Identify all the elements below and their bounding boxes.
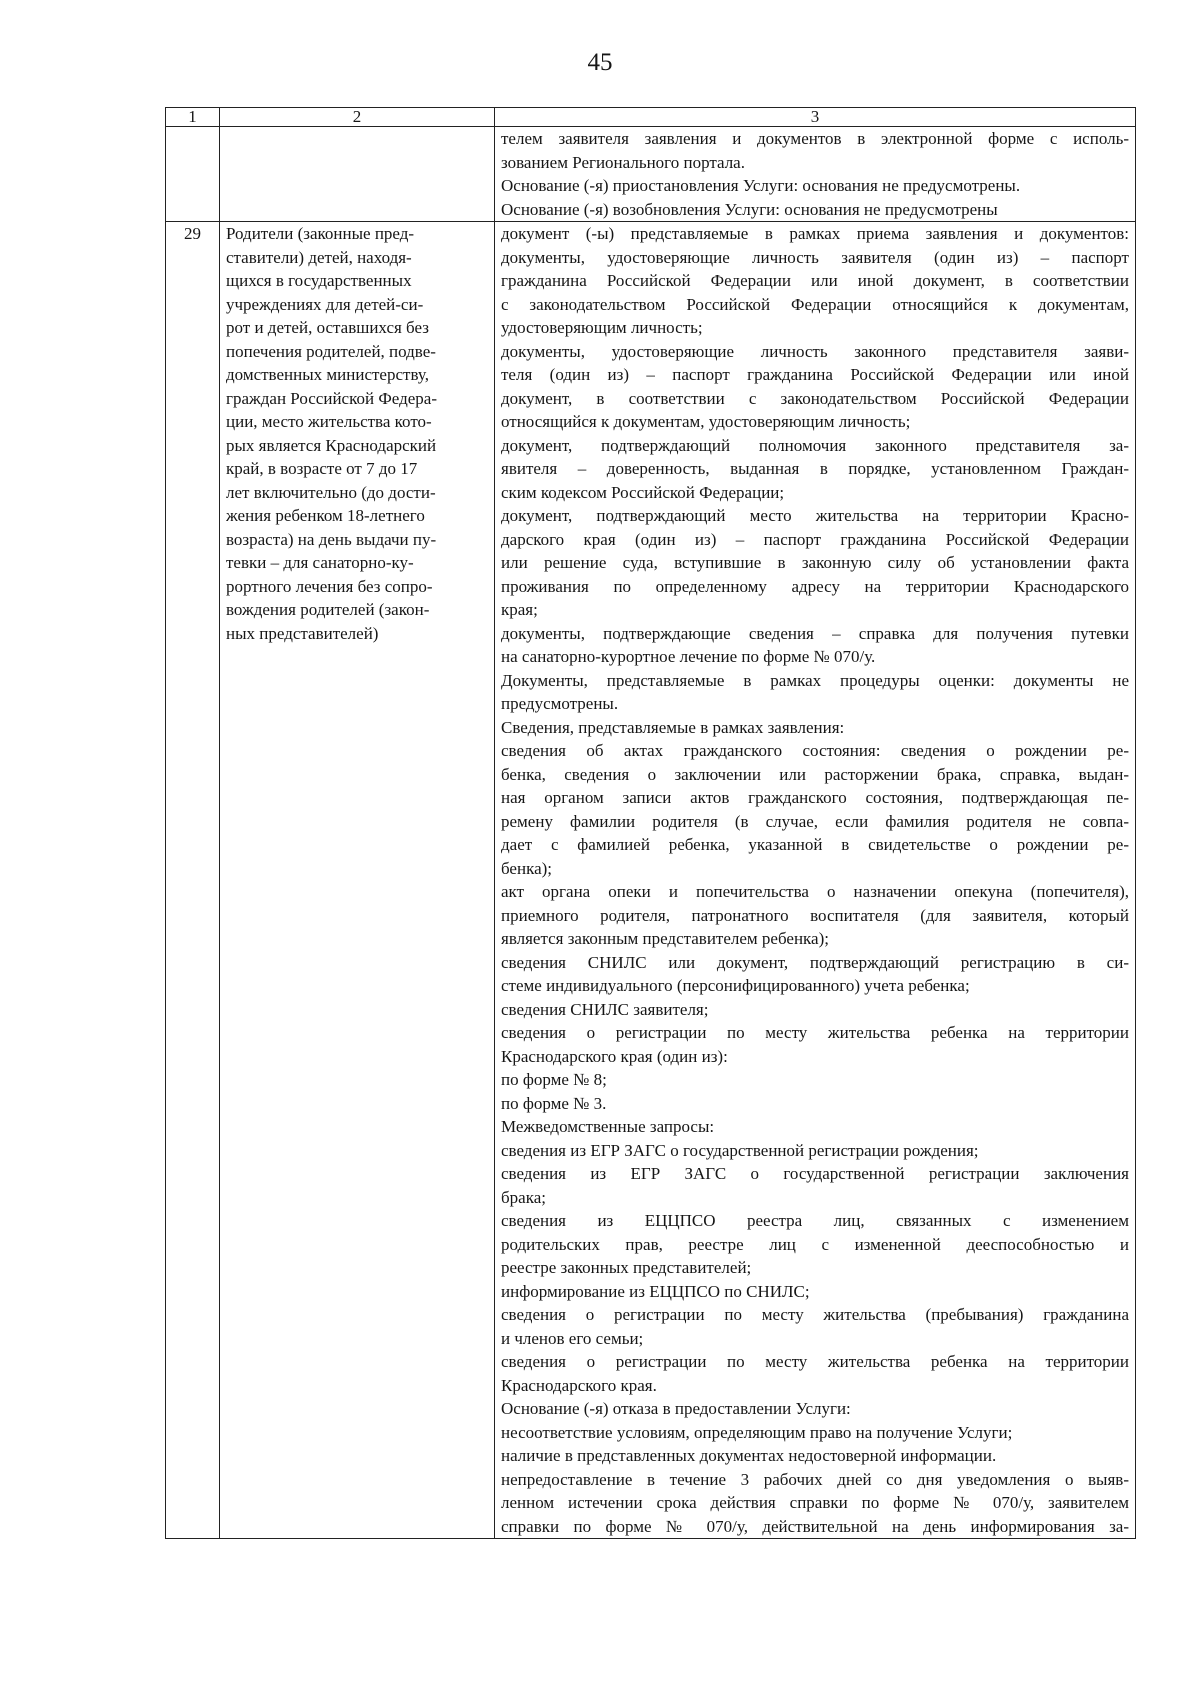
document-text-line: документы, подтверждающие сведения – справка для получения путевки xyxy=(501,623,1129,643)
document-text-line: с законодательством Российской Федерации относящийся к документам, xyxy=(501,294,1129,314)
document-text-line: справки по форме № 070/у, действительной на день информирования за- xyxy=(501,1516,1129,1536)
document-text-line: сведения о регистрации по месту жительства ребенка на территории xyxy=(501,1352,1129,1371)
applicant-text-line: Родители (законные пред- xyxy=(226,224,415,243)
document-text-line: родительских прав, реестре лиц с измененной дееспособностью и xyxy=(501,1234,1129,1254)
document-text-line: Краснодарского края. xyxy=(501,1375,657,1395)
applicant-text-line: вождения родителей (закон- xyxy=(226,600,430,619)
applicant-text-line: граждан Российской Федера- xyxy=(226,388,437,408)
document-text-line: наличие в представленных документах недостоверной информации. xyxy=(501,1446,997,1465)
document-text-line: края; xyxy=(501,600,538,619)
document-text-line: сведения из ЕЦЦПСО реестра лиц, связанных с изменением xyxy=(501,1211,1129,1230)
document-text-line: предусмотрены. xyxy=(501,694,619,713)
document-text-line: явителя – доверенность, выданная в порядке, установленном Граждан- xyxy=(501,459,1129,478)
applicant-text-line: ных представителей) xyxy=(226,623,379,643)
document-text-line: брака; xyxy=(501,1187,546,1207)
document-text-line: на санаторно-курортное лечение по форме № 070/у. xyxy=(501,647,876,666)
document-text-line: информирование из ЕЦЦПСО по СНИЛС; xyxy=(501,1281,810,1301)
applicant-category-cell xyxy=(220,222,495,1539)
document-text-line: по форме № 8; xyxy=(501,1070,607,1089)
continuation-text-line: Основание (-я) возобновления Услуги: основания не предусмотрены xyxy=(501,199,998,219)
document-text-line: Документы, представляемые в рамках процедуры оценки: документы не xyxy=(501,670,1129,690)
applicant-text-line: край, в возрасте от 7 до 17 xyxy=(226,459,418,478)
document-text-line: ремену фамилии родителя (в случае, если фамилия родителя не совпа- xyxy=(501,811,1129,831)
document-text-line: и членов его семьи; xyxy=(501,1328,644,1348)
page-number: 45 xyxy=(587,49,613,76)
document-text-line: реестре законных представителей; xyxy=(501,1258,752,1277)
applicant-text-line: домственных министерству, xyxy=(226,365,429,384)
document-text-line: сведения СНИЛС заявителя; xyxy=(501,999,709,1019)
document-text-line: сведения об актах гражданского состояния: сведения о рождении ре- xyxy=(501,741,1129,760)
applicant-text-line: рот и детей, оставшихся без xyxy=(226,318,429,337)
row-number: 29 xyxy=(166,222,220,1539)
documents-text-cell xyxy=(495,222,1136,1539)
document-text-line: Краснодарского края (один из): xyxy=(501,1046,728,1066)
document-text-line: дает с фамилией ребенка, указанной в свидетельстве о рождении ре- xyxy=(501,835,1129,854)
applicant-text-line: рых является Краснодарский xyxy=(226,435,437,455)
continuation-text-line: Основание (-я) приостановления Услуги: основания не предусмотрены. xyxy=(501,176,1021,195)
document-text-line: ским кодексом Российской Федерации; xyxy=(501,482,785,502)
applicant-text-line: учреждениях для детей-си- xyxy=(226,294,424,314)
document-text-line: документы, удостоверяющие личность законного представителя заяви- xyxy=(501,341,1129,361)
column-header-3: 3 xyxy=(495,108,1136,127)
continuation-applicant-cell xyxy=(220,127,495,222)
applicant-text-line: лет включительно (до дости- xyxy=(226,482,436,502)
column-header-2: 2 xyxy=(220,108,495,127)
applicant-text-line: рортного лечения без сопро- xyxy=(226,576,433,596)
document-text-line: Основание (-я) отказа в предоставлении Услуги: xyxy=(501,1399,851,1418)
document-text-line: документ, в соответствии с законодательством Российской Федерации xyxy=(501,388,1129,408)
document-text-line: относящийся к документам, удостоверяющим личность; xyxy=(501,412,911,431)
continuation-text-line: зованием Регионального портала. xyxy=(501,152,745,172)
document-text-line: Межведомственные запросы: xyxy=(501,1117,715,1136)
applicant-text-line: попечения родителей, подве- xyxy=(226,341,436,361)
document-text-line: дарского края (один из) – паспорт гражданина Российской Федерации xyxy=(501,529,1129,549)
document-text-line: является законным представителем ребенка); xyxy=(501,929,829,948)
document-text-line: стеме индивидуального (персонифицированного) учета ребенка; xyxy=(501,976,970,995)
document-text-line: сведения о регистрации по месту жительства ребенка на территории xyxy=(501,1023,1129,1042)
document-text-line: удостоверяющим личность; xyxy=(501,318,703,337)
applicant-text-line: жения ребенком 18-летнего xyxy=(226,506,425,525)
document-text-line: приемного родителя, патронатного воспитателя (для заявителя, который xyxy=(501,905,1129,925)
document-text-line: документ, подтверждающий полномочия законного представителя за- xyxy=(501,435,1129,455)
document-text-line: бенка, сведения о заключении или расторжении брака, справка, выдан- xyxy=(501,764,1129,784)
document-text-line: сведения из ЕГР ЗАГС о государственной регистрации рождения; xyxy=(501,1140,979,1160)
document-text-line: сведения из ЕГР ЗАГС о государственной регистрации заключения xyxy=(501,1164,1129,1183)
document-text-line: акт органа опеки и попечительства о назначении опекуна (попечителя), xyxy=(501,882,1129,901)
document-text-line: теля (один из) – паспорт гражданина Российской Федерации или иной xyxy=(501,365,1129,384)
document-text-line: бенка); xyxy=(501,858,552,878)
document-text-line: несоответствие условиям, определяющим право на получение Услуги; xyxy=(501,1422,1013,1442)
table-row-29 xyxy=(166,222,1136,1539)
document-text-line: непредоставление в течение 3 рабочих дней со дня уведомления о выяв- xyxy=(501,1469,1129,1489)
continuation-number-cell xyxy=(166,127,220,222)
document-text-line: сведения СНИЛС или документ, подтверждающий регистрацию в си- xyxy=(501,952,1129,972)
document-text-line: документы, удостоверяющие личность заявителя (один из) – паспорт xyxy=(501,247,1129,267)
document-text-line: по форме № 3. xyxy=(501,1093,607,1113)
applicant-text-line: возраста) на день выдачи пу- xyxy=(226,529,437,549)
applicant-text-line: ставители) детей, находя- xyxy=(226,247,412,267)
document-text-line: или решение суда, вступившие в законную силу об установлении факта xyxy=(501,553,1129,572)
document-text-line: ленном истечении срока действия справки по форме № 070/у, заявителем xyxy=(501,1493,1129,1512)
document-text-line: гражданина Российской Федерации или иной документ, в соответствии xyxy=(501,271,1129,290)
applicant-text-line: щихся в государственных xyxy=(226,271,412,290)
table-header-row xyxy=(166,108,1136,127)
table-row-continuation xyxy=(166,127,1136,222)
applicant-text-line: ции, место жительства кото- xyxy=(226,412,432,431)
document-text-line: ная органом записи актов гражданского состояния, подтверждающая пе- xyxy=(501,788,1129,807)
applicant-text-line: тевки – для санаторно-ку- xyxy=(226,553,414,572)
continuation-text-line: телем заявителя заявления и документов в электронной форме с исполь- xyxy=(501,129,1129,148)
continuation-text-cell xyxy=(495,127,1136,222)
column-header-1: 1 xyxy=(166,108,220,127)
document-text-line: документ (-ы) представляемые в рамках приема заявления и документов: xyxy=(501,224,1129,243)
document-table xyxy=(165,107,1136,1539)
document-text-line: проживания по определенному адресу на территории Краснодарского xyxy=(501,576,1129,596)
document-text-line: сведения о регистрации по месту жительства (пребывания) гражданина xyxy=(501,1305,1129,1324)
document-text-line: Сведения, представляемые в рамках заявления: xyxy=(501,717,845,737)
document-text-line: документ, подтверждающий место жительства на территории Красно- xyxy=(501,506,1129,525)
